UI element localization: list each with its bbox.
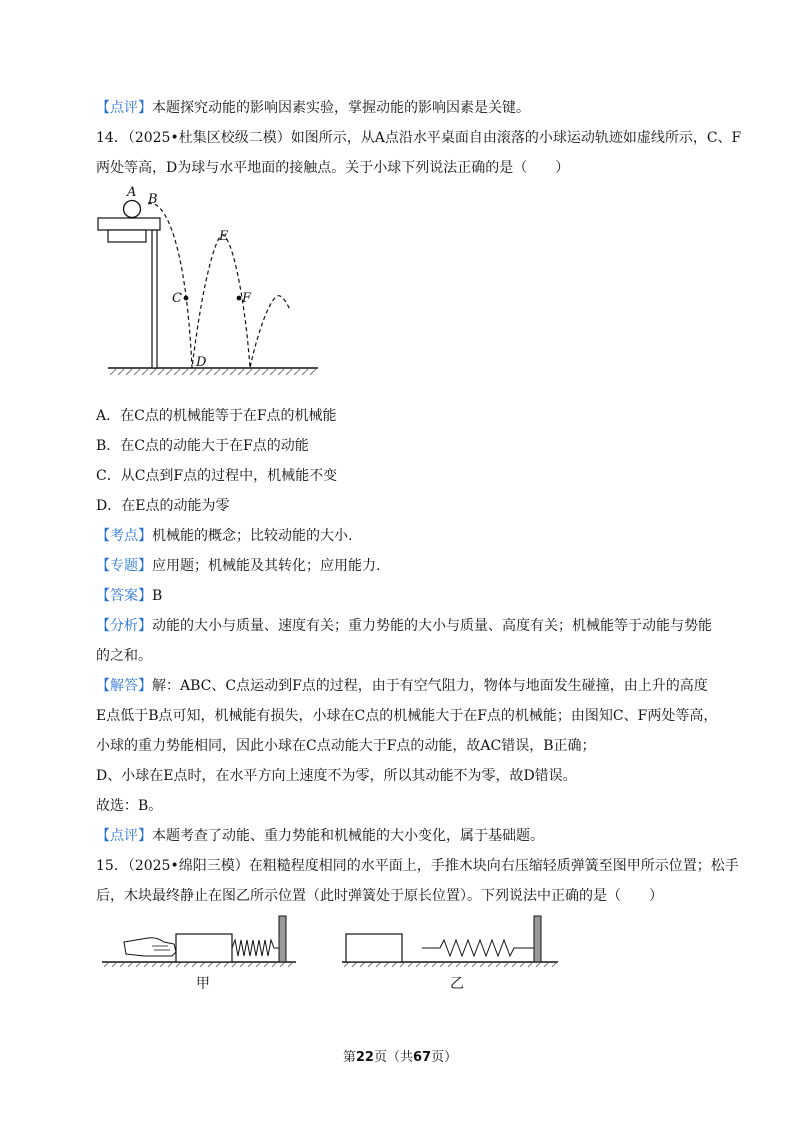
- q15-spring-block-figure: [96, 912, 576, 1002]
- jieda-text1: 解：ABC、C点运动到F点的过程，由于有空气阻力，物体与地面发生碰撞，由上升的高度: [152, 678, 708, 694]
- label-yi: 乙: [450, 976, 464, 992]
- ball: [124, 201, 141, 218]
- spring-compressed: [232, 940, 279, 956]
- jieda-text5: 故选：B。: [96, 798, 163, 814]
- daan-tag: 【答案】: [96, 588, 152, 604]
- option-b: B．在C点的动能大于在F点的动能: [96, 438, 309, 454]
- q15-stem-text1: （2025•绵阳三模）在粗糙程度相同的水平面上，手推木块向右压缩轻质弹簧至图甲所示位置；松手: [127, 858, 739, 874]
- daan-text: B: [152, 588, 163, 604]
- kaodian: [96, 526, 352, 546]
- fenxi-text1: 动能的大小与质量、速度有关；重力势能的大小与质量、高度有关；机械能等于动能与势能: [152, 618, 712, 634]
- kaodian-tag: 【考点】: [96, 528, 152, 544]
- footer-prefix: 第: [342, 1050, 356, 1065]
- label-e: E: [219, 229, 229, 244]
- block-jia: [176, 934, 232, 962]
- kaodian-text: 机械能的概念；比较动能的大小.: [152, 528, 353, 544]
- jieda-text4: D、小球在E点时，在水平方向上速度不为零，所以其动能不为零，故D错误。: [96, 768, 577, 784]
- ground: [108, 368, 318, 375]
- point-f: [237, 296, 242, 301]
- q14-ball-trajectory-figure: [96, 180, 326, 380]
- footer-suffix: 页）: [431, 1050, 458, 1065]
- q15-stem-line1: [96, 856, 739, 876]
- hand: [124, 938, 176, 956]
- footer-page: 22: [355, 1050, 374, 1065]
- label-a: A: [127, 185, 137, 200]
- jieda: [96, 676, 708, 696]
- q15-stem-line2: 后，木块最终静止在图乙所示位置（此时弹簧处于原长位置）。下列说法中正确的是（ ）: [96, 888, 663, 904]
- zhuanti-tag: 【专题】: [96, 558, 152, 574]
- q15-number: 15．: [96, 858, 128, 874]
- footer-total: 67: [413, 1050, 432, 1065]
- label-c: C: [172, 291, 182, 306]
- label-b: B: [148, 192, 158, 207]
- q14-stem-text1: （2025•杜集区校级二模）如图所示，从A点沿水平桌面自由滚落的小球运动轨迹如虚线所示，C、F: [127, 130, 742, 146]
- comment-tag: 【点评】: [96, 100, 152, 116]
- jieda-text3: 小球的重力势能相同，因此小球在C点动能大于F点的动能，故AC错误，B正确；: [96, 738, 596, 754]
- point-c: [184, 296, 189, 301]
- spring-relaxed: [422, 940, 534, 956]
- option-a: A．在C点的机械能等于在F点的机械能: [96, 408, 337, 424]
- fenxi: [96, 616, 712, 636]
- table: [98, 218, 160, 368]
- comment-text: 本题探究动能的影响因素实验，掌握动能的影响因素是关键。: [152, 100, 530, 116]
- option-d: D．在E点的动能为零: [96, 498, 230, 514]
- block-yi: [346, 934, 402, 962]
- dianping-text: 本题考查了动能、重力势能和机械能的大小变化，属于基础题。: [152, 828, 544, 844]
- q14-stem-line2: 两处等高，D为球与水平地面的接触点。关于小球下列说法正确的是（ ）: [96, 160, 570, 176]
- label-f: F: [242, 291, 252, 306]
- label-jia: 甲: [196, 976, 210, 992]
- daan: [96, 586, 162, 606]
- zhuanti-text: 应用题；机械能及其转化；应用能力.: [152, 558, 381, 574]
- q14-stem-line1: [96, 128, 741, 148]
- prev-comment: [96, 98, 530, 118]
- jieda-tag: 【解答】: [96, 678, 152, 694]
- jieda-text2: E点低于B点可知，机械能有损失，小球在C点的机械能大于在F点的机械能；由图知C、F两处等高，: [96, 708, 718, 724]
- label-d: D: [196, 355, 207, 370]
- dianping-tag: 【点评】: [96, 828, 152, 844]
- fenxi-tag: 【分析】: [96, 618, 152, 634]
- figure-jia: [102, 916, 296, 967]
- figure-yi: [342, 916, 558, 967]
- fenxi-text2: 的之和。: [96, 648, 152, 664]
- wall-jia: [279, 916, 286, 962]
- q14-number: 14．: [96, 130, 128, 146]
- dianping: [96, 826, 544, 846]
- zhuanti: [96, 556, 380, 576]
- option-c: C．从C点到F点的过程中，机械能不变: [96, 468, 338, 484]
- footer-mid: 页（共: [373, 1050, 413, 1065]
- wall-yi: [534, 916, 541, 962]
- page-footer: [0, 1046, 800, 1065]
